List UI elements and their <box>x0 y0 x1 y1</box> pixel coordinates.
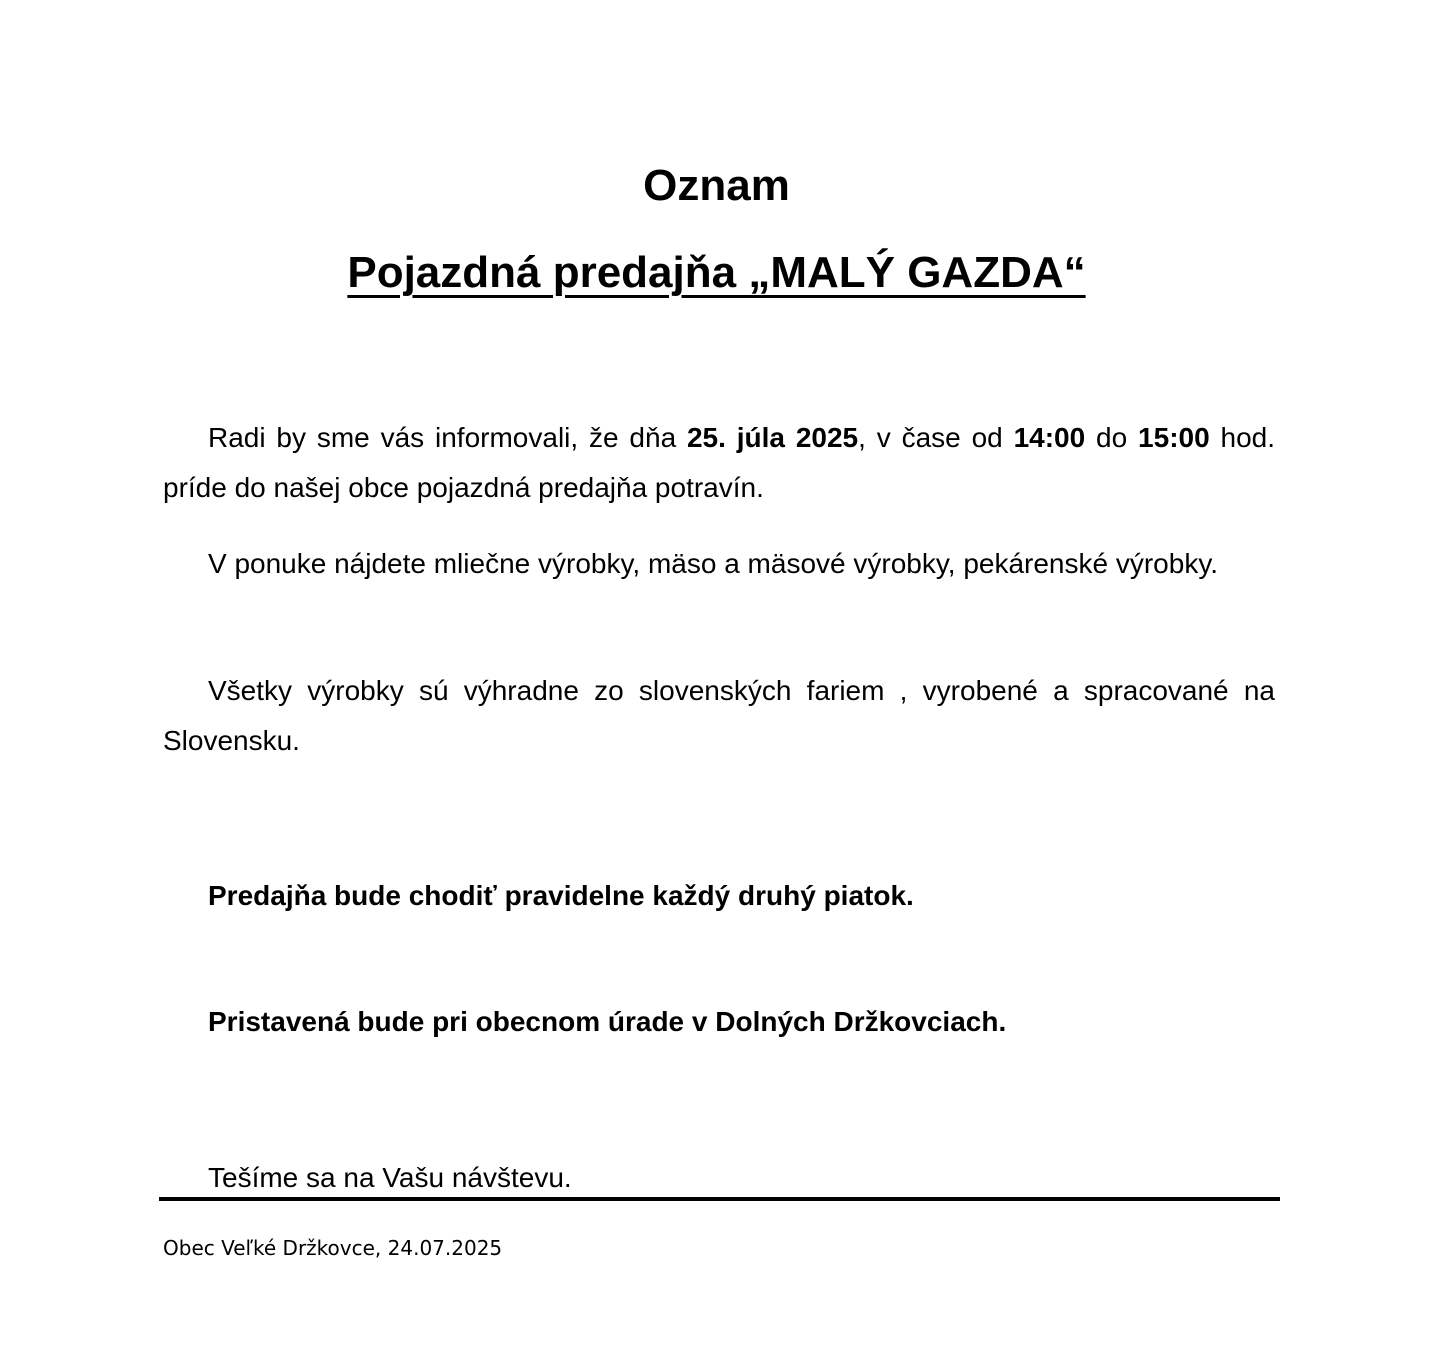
paragraph-info <box>163 413 1275 513</box>
schedule-line: Predajňa bude chodiť pravidelne každý druhý piatok. <box>208 880 914 911</box>
paragraph-offer: V ponuke nájdete mliečne výrobky, mäso a mäsové výrobky, pekárenské výrobky. <box>208 548 1219 579</box>
footer-divider <box>159 1197 1280 1201</box>
location-line: Pristavená bude pri obecnom úrade v Dolných Držkovciach. <box>208 1006 1007 1037</box>
time-to: 15:00 <box>1138 422 1210 453</box>
notice-subtitle <box>0 247 1433 299</box>
paragraph-info-text-4: hod. príde do našej obce pojazdná predajňa potravín. <box>163 422 1276 503</box>
paragraph-origin: Všetky výrobky sú výhradne zo slovenských fariem , vyrobené a spracované na Slovensku. <box>163 675 1275 756</box>
paragraph-info-text-3: do <box>1085 422 1139 453</box>
paragraph-info-text-2: , v čase od <box>858 422 1014 453</box>
closing-line: Tešíme sa na Vašu návštevu. <box>208 1162 572 1193</box>
footer-signature: Obec Veľké Držkovce, 24.07.2025 <box>163 1236 503 1260</box>
paragraph-info-text-1: Radi by sme vás informovali, že dňa <box>208 422 687 453</box>
notice-subtitle-text: Pojazdná predajňa „MALÝ GAZDA“ <box>347 248 1086 297</box>
visit-date: 25. júla 2025 <box>686 422 859 453</box>
time-from: 14:00 <box>1013 422 1086 453</box>
notice-title: Oznam <box>643 161 790 210</box>
